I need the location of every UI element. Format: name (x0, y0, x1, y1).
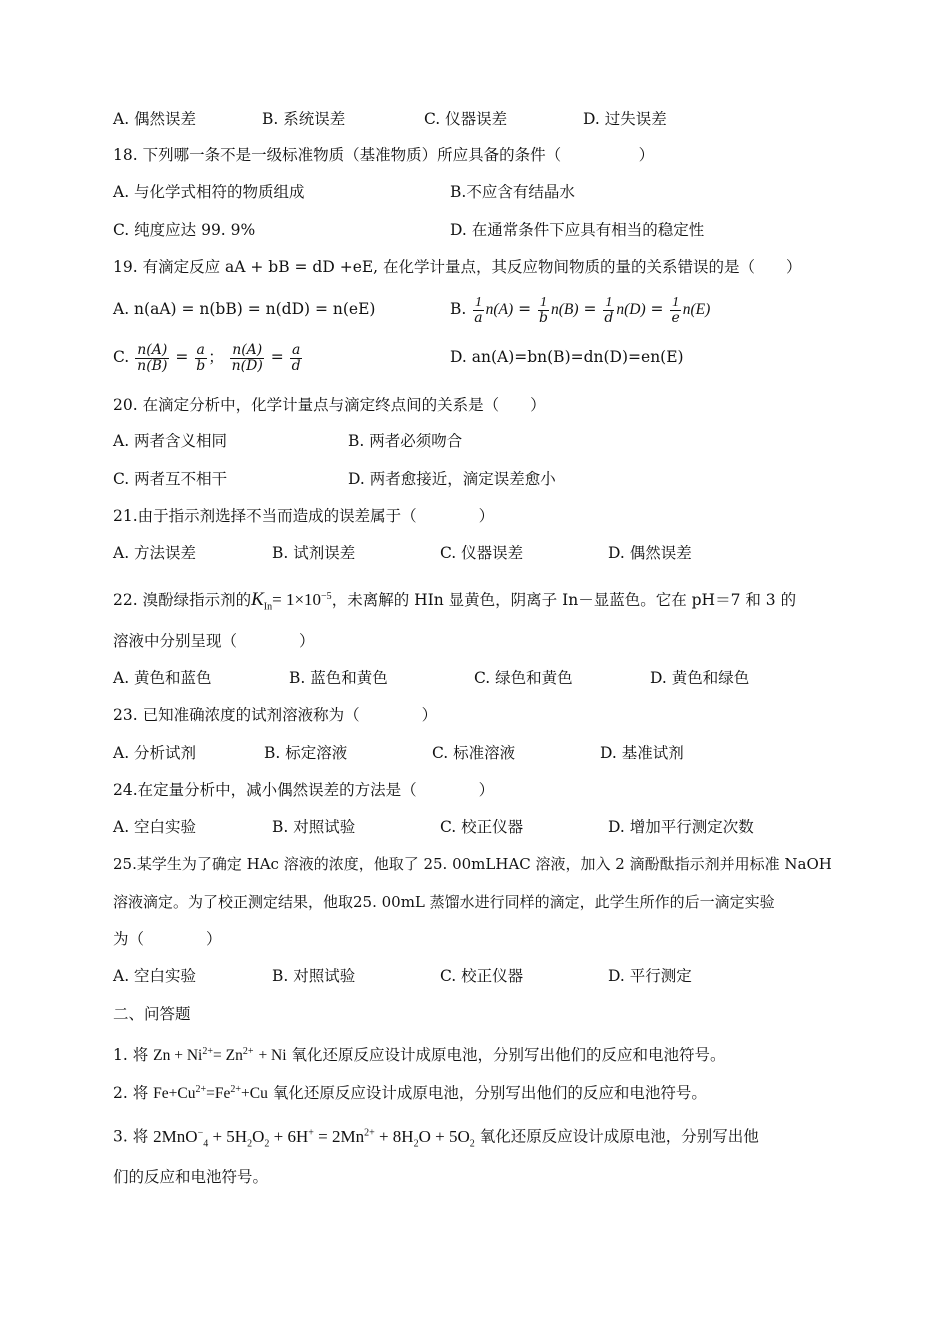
q22-option-a: A. 黄色和蓝色 (113, 669, 212, 687)
frac-b2: $\frac{1}{b}$ (539, 294, 548, 326)
q20-stem: 20. 在滴定分析中，化学计量点与滴定终点间的关系是（ ） (113, 396, 546, 414)
q23-option-d: D. 基准试剂 (600, 744, 684, 762)
q21-option-a: A. 方法误差 (113, 544, 197, 562)
q20-option-a: A. 两者含义相同 (113, 432, 228, 450)
q18-option-d: D. 在通常条件下应具有相当的稳定性 (450, 221, 705, 239)
q19-option-a: A. n(aA) = n(bB) = n(dD) = n(eE) (113, 300, 376, 318)
q19-stem: 19. 有滴定反应 aA + bB = dD +eE, 在化学计量点，其反应物间物质的量的关系错误的是（ ） (113, 258, 802, 276)
qa-2: 2. 将 $Fe+Cu^{2+}=Fe^{2+}+Cu$ 氧化还原反应设计成原电池，分别写出他们的反应和电池符号。 (113, 1084, 707, 1103)
q17-option-a: A. 偶然误差 (113, 110, 197, 128)
q21-stem: 21.由于指示剂选择不当而造成的误差属于（ ） (113, 507, 495, 525)
q18-option-a: A. 与化学式相符的物质组成 (113, 183, 305, 201)
frac-b3: $\frac{1}{d}$ (604, 294, 614, 326)
q23-option-c: C. 标准溶液 (432, 744, 516, 762)
q25-stem-line3: 为（ ） (113, 930, 222, 948)
q24-stem: 24.在定量分析中，减小偶然误差的方法是（ ） (113, 781, 495, 799)
q23-option-a: A. 分析试剂 (113, 744, 197, 762)
q25-option-c: C. 校正仪器 (440, 967, 524, 985)
q25-stem-line1: 25.某学生为了确定 HAc 溶液的浓度，他取了 25. 00mLHAC 溶液，加入 2 滴酚酞指示剂并用标准 NaOH (113, 855, 832, 873)
q19-option-b: B. $\frac{1}{a}$ n(A) = $\frac{1}{b}$ n(B) = $\frac{1}{d}$ n(D) = $\frac{1}{e}$ n(E) (450, 294, 711, 326)
q25-option-b: B. 对照试验 (272, 967, 356, 985)
q18-option-c: C. 纯度应达 99. 9% (113, 221, 256, 239)
q24-option-d: D. 增加平行测定次数 (608, 818, 754, 836)
q18-stem: 18. 下列哪一条不是一级标准物质（基准物质）所应具备的条件（ ） (113, 146, 655, 164)
q25-stem-line2: 溶液滴定。为了校正测定结果，他取25. 00mL 蒸馏水进行同样的滴定，此学生所作的后一滴定实验 (113, 893, 775, 911)
q20-option-c: C. 两者互不相干 (113, 470, 228, 488)
qa3-equation: $2MnO^-_4 + 5H_2O_2 + 6H^+ = 2Mn^{2+} + 8H_2O + 5O_2$ (153, 1126, 475, 1150)
frac-c1: $\frac{n(A)}{n(B)}$ (137, 341, 168, 374)
q20-option-d: D. 两者愈接近，滴定误差愈小 (348, 470, 556, 488)
q25-option-a: A. 空白实验 (113, 967, 197, 985)
frac-b1: $\frac{1}{a}$ (474, 294, 483, 326)
frac-c2b: $\frac{a}{d}$ (291, 341, 301, 374)
q19-option-c: C. $\frac{n(A)}{n(B)}$ = $\frac{a}{b}$ ； $\frac{n(A)}{n(D)}$ = $\frac{a}{d}$ (113, 341, 301, 374)
q22-stem: 22. 溴酚绿指示剂的$K_{In}= 1\times 10^{-5}$，未离解的 HIn 显黄色，阴离子 In－显蓝色。它在 pH＝7 和 3 的 (113, 589, 797, 613)
q17-option-b: B. 系统误差 (262, 110, 346, 128)
q24-option-a: A. 空白实验 (113, 818, 197, 836)
q22-option-c: C. 绿色和黄色 (474, 669, 573, 687)
frac-b4: $\frac{1}{e}$ (671, 294, 680, 326)
q20-option-b: B. 两者必须吻合 (348, 432, 463, 450)
q19-option-b-label: B. (450, 300, 467, 318)
q21-option-c: C. 仪器误差 (440, 544, 524, 562)
qa-3: 3. 将 $2MnO^-_4 + 5H_2O_2 + 6H^+ = 2Mn^{2+} + 8H_2O + 5O_2$ 氧化还原反应设计成原电池，分别写出他 (113, 1126, 759, 1150)
q23-option-b: B. 标定溶液 (264, 744, 348, 762)
qa-1: 1. 将 $Zn + Ni^{2+}= Zn^{2+} + Ni$ 氧化还原反应设计成原电池，分别写出他们的反应和电池符号。 (113, 1046, 726, 1065)
q19-option-c-label: C. (113, 348, 130, 366)
qa-3-line2: 们的反应和电池符号。 (113, 1168, 269, 1186)
q19-option-d: D. an(A)=bn(B)=dn(D)=en(E) (450, 348, 684, 366)
q24-option-b: B. 对照试验 (272, 818, 356, 836)
q22-option-b: B. 蓝色和黄色 (289, 669, 388, 687)
frac-c2: $\frac{n(A)}{n(D)}$ (231, 341, 263, 374)
q22-option-d: D. 黄色和绿色 (650, 669, 750, 687)
section-heading: 二、问答题 (113, 1005, 191, 1023)
q25-option-d: D. 平行测定 (608, 967, 692, 985)
q17-option-c: C. 仪器误差 (424, 110, 508, 128)
frac-c1b: $\frac{a}{b}$ (196, 341, 206, 374)
q18-option-b: B.不应含有结晶水 (450, 183, 575, 201)
q22-stem-line2: 溶液中分别呈现（ ） (113, 632, 315, 650)
q21-option-b: B. 试剂误差 (272, 544, 356, 562)
q21-option-d: D. 偶然误差 (608, 544, 692, 562)
q24-option-c: C. 校正仪器 (440, 818, 524, 836)
q17-option-d: D. 过失误差 (583, 110, 667, 128)
q23-stem: 23. 已知准确浓度的试剂溶液称为（ ） (113, 706, 438, 724)
